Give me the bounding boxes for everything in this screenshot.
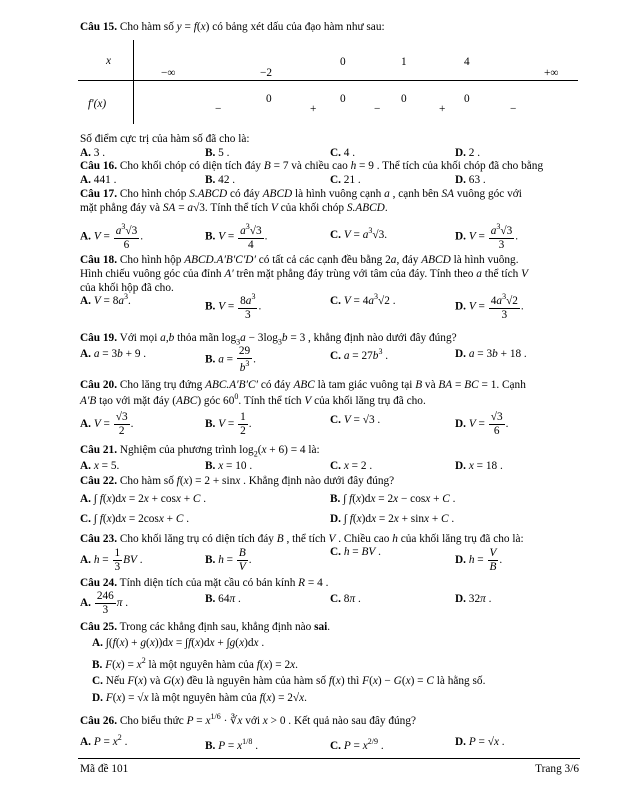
question-17: Câu 17. Cho hình chóp S.ABCD có đáy ABCD là hình vuông cạnh a , cạnh bên SA vuông góc với mặt phẳng đáy và SA = a√3. Tính thể tích V của khối chóp S.ABCD. xyxy=(80,188,522,215)
question-16: Câu 16. Cho khối chóp có diện tích đáy B = 7 và chiều cao h = 9 . Thể tích của khối chóp đã cho bằng xyxy=(80,160,544,172)
option-b[interactable]: B. $F(x) = x^2$ là một nguyên hàm của f(x) = 2x. xyxy=(92,656,298,671)
option-c[interactable]: C. $a = 27b^3$ . xyxy=(330,347,389,362)
option-c[interactable]: C. h = BV . xyxy=(330,546,381,558)
question-label: Câu 24. xyxy=(80,577,118,589)
question-label: Câu 19. xyxy=(80,332,118,344)
option-c[interactable]: C. $P = x^{2/9}$ . xyxy=(330,737,384,752)
option-d[interactable]: D. V = $\frac{√3}{6}$ . xyxy=(455,411,509,437)
option-b[interactable]: B. V = $\frac{8a^3}{3}$ . xyxy=(205,292,262,321)
option-b[interactable]: B. V = $\frac{a^3√3}{4}$ . xyxy=(205,222,268,251)
option-b[interactable]: B. $P = x^{1/8}$ . xyxy=(205,737,259,752)
option-c[interactable]: C. x = 2 . xyxy=(330,460,373,472)
sign-cell: − xyxy=(215,103,222,115)
x-value: 1 xyxy=(401,56,407,68)
option-d[interactable]: D. F(x) = √x là một nguyên hàm của f(x) = 2√x. xyxy=(92,692,307,704)
question-label: Câu 20. xyxy=(80,379,118,391)
question-23: Câu 23. Cho khối lăng trụ có diện tích đáy B , thể tích V . Chiều cao h của khối lăng trụ đã cho là: xyxy=(80,533,524,545)
option-a[interactable]: A. x = 5. xyxy=(80,460,120,472)
question-24: Câu 24. Tính diện tích của mặt cầu có bán kính R = 4 . xyxy=(80,577,329,589)
question-label: Câu 21. xyxy=(80,444,118,456)
question-label: Câu 23. xyxy=(80,533,118,545)
question-18: Câu 18. Cho hình hộp ABCD.A′B′C′D′ có tất cả các cạnh đều bằng 2a, đáy ABCD là hình vuông. Hình chiếu vuông góc của đỉnh A′ trên mặt phẳng đáy trùng với tâm của đáy. Tính theo a thể tích V của khối hộp đã cho. xyxy=(80,254,529,295)
option-c[interactable]: C. 8π . xyxy=(330,593,361,605)
option-c[interactable]: C. ∫ f(x)dx = 2cosx + C . xyxy=(80,513,190,525)
option-b[interactable]: B. 64π . xyxy=(205,593,241,605)
row-label-x: x xyxy=(106,55,112,67)
question-label: Câu 15. xyxy=(80,21,118,33)
option-a[interactable]: A. V = $\frac{√3}{2}$ . xyxy=(80,411,134,437)
sign-cell: 0 xyxy=(464,93,470,105)
option-c[interactable]: C. $V = a^3√3$. xyxy=(330,226,388,241)
option-b[interactable]: B. h = $\frac{B}{V}$ . xyxy=(205,547,252,573)
option-d[interactable]: D. 2 . xyxy=(455,147,481,159)
sign-cell: + xyxy=(439,103,446,115)
table-divider-vertical xyxy=(133,40,134,124)
question-15: Câu 15. Cho hàm số y = f(x) có bảng xét dấu của đạo hàm như sau: xyxy=(80,21,385,33)
option-d[interactable]: D. x = 18 . xyxy=(455,460,503,472)
x-value: +∞ xyxy=(544,67,559,79)
question-label: Câu 25. xyxy=(80,621,118,633)
option-a[interactable]: A. 441 . xyxy=(80,174,117,186)
option-c[interactable]: C. $V = 4a^3√2$ . xyxy=(330,292,396,307)
option-c[interactable]: C. Nếu F(x) và G(x) đều là nguyên hàm của hàm số f(x) thì F(x) − G(x) = C là hằng số. xyxy=(92,675,486,687)
option-b[interactable]: B. 5 . xyxy=(205,147,230,159)
sign-cell: 0 xyxy=(401,93,407,105)
table-divider-horizontal xyxy=(78,80,578,81)
option-a[interactable]: A. ∫ f(x)dx = 2x + cosx + C . xyxy=(80,493,207,505)
option-a[interactable]: A. $P = x^2$ . xyxy=(80,733,128,748)
sign-cell: 0 xyxy=(266,93,272,105)
question-21: Câu 21. Nghiệm của phương trình $\log_2(x + 6) = 4$ là: xyxy=(80,444,320,459)
option-a[interactable]: A. 3 . xyxy=(80,147,106,159)
option-a[interactable]: A. $V = 8a^3$. xyxy=(80,292,131,307)
option-d[interactable]: D. 63 . xyxy=(455,174,486,186)
option-d[interactable]: D. a = 3b + 18 . xyxy=(455,348,527,360)
question-label: Câu 26. xyxy=(80,714,118,727)
option-a[interactable]: A. h = $\frac{1}{3}$ BV . xyxy=(80,547,143,573)
question-22: Câu 22. Cho hàm số f(x) = 2 + sinx . Khẳng định nào dưới đây đúng? xyxy=(80,475,395,487)
sign-table xyxy=(78,40,578,124)
question-15-prompt: Số điểm cực trị của hàm số đã cho là: xyxy=(80,133,250,145)
row-label-fprime: f′(x) xyxy=(88,98,107,110)
option-a[interactable]: A. ∫(f(x) + g(x))dx = ∫f(x)dx + ∫g(x)dx . xyxy=(92,637,265,649)
sign-cell: + xyxy=(310,103,317,115)
option-b[interactable]: B. a = $\frac{29}{b^3}$ . xyxy=(205,345,256,374)
page-number: Trang 3/6 xyxy=(535,763,579,775)
x-value: −∞ xyxy=(161,67,176,79)
option-a[interactable]: A. V = $\frac{a^3√3}{6}$ . xyxy=(80,222,144,251)
x-value: 0 xyxy=(340,56,346,68)
option-d[interactable]: D. 32π . xyxy=(455,593,492,605)
question-label: Câu 22. xyxy=(80,475,118,487)
sign-cell: − xyxy=(374,103,381,115)
option-d[interactable]: D. ∫ f(x)dx = 2x + sinx + C . xyxy=(330,513,455,525)
option-a[interactable]: A. a = 3b + 9 . xyxy=(80,348,147,360)
x-value: −2 xyxy=(260,67,273,79)
question-20: Câu 20. Cho lăng trụ đứng ABC.A′B′C′ có đáy ABC là tam giác vuông tại B và BA = BC = 1. Cạnh A′B tạo với mặt đáy (ABC) góc $60^0$. Tính thể tích V của khối lăng trụ đã cho. xyxy=(80,379,526,407)
option-b[interactable]: B. 42 . xyxy=(205,174,236,186)
option-b[interactable]: B. ∫ f(x)dx = 2x − cosx + C . xyxy=(330,493,456,505)
option-d[interactable]: D. V = $\frac{4a^3√2}{3}$ . xyxy=(455,292,524,321)
option-c[interactable]: C. 21 . xyxy=(330,174,361,186)
sign-cell: − xyxy=(510,103,517,115)
question-label: Câu 17. xyxy=(80,188,118,200)
footer-divider xyxy=(78,758,580,759)
option-d[interactable]: D. h = $\frac{V}{B}$ . xyxy=(455,547,503,573)
question-label: Câu 18. xyxy=(80,254,118,266)
exam-code: Mã đề 101 xyxy=(80,763,129,775)
sign-cell: 0 xyxy=(340,93,346,105)
question-label: Câu 16. xyxy=(80,160,118,172)
option-c[interactable]: C. V = √3 . xyxy=(330,414,381,426)
x-value: 4 xyxy=(464,56,470,68)
question-19: Câu 19. Với mọi a,b thỏa mãn $\log_3a - 3\log_3b = 3$ , khẳng định nào dưới đây đúng? xyxy=(80,332,457,347)
option-b[interactable]: B. V = $\frac{1}{2}$ . xyxy=(205,411,252,437)
option-b[interactable]: B. x = 10 . xyxy=(205,460,253,472)
option-d[interactable]: D. V = $\frac{a^3√3}{3}$ . xyxy=(455,222,519,251)
option-c[interactable]: C. 4 . xyxy=(330,147,356,159)
option-a[interactable]: A. $\frac{246}{3}$ π . xyxy=(80,590,129,616)
question-25: Câu 25. Trong các khẳng định sau, khẳng định nào sai. xyxy=(80,621,331,633)
option-d[interactable]: D. P = √x . xyxy=(455,736,505,748)
question-26: Câu 26. Cho biểu thức $P = x^{1/6}$ · ∛x với x > 0 . Kết quả nào sau đây đúng? xyxy=(80,712,416,727)
